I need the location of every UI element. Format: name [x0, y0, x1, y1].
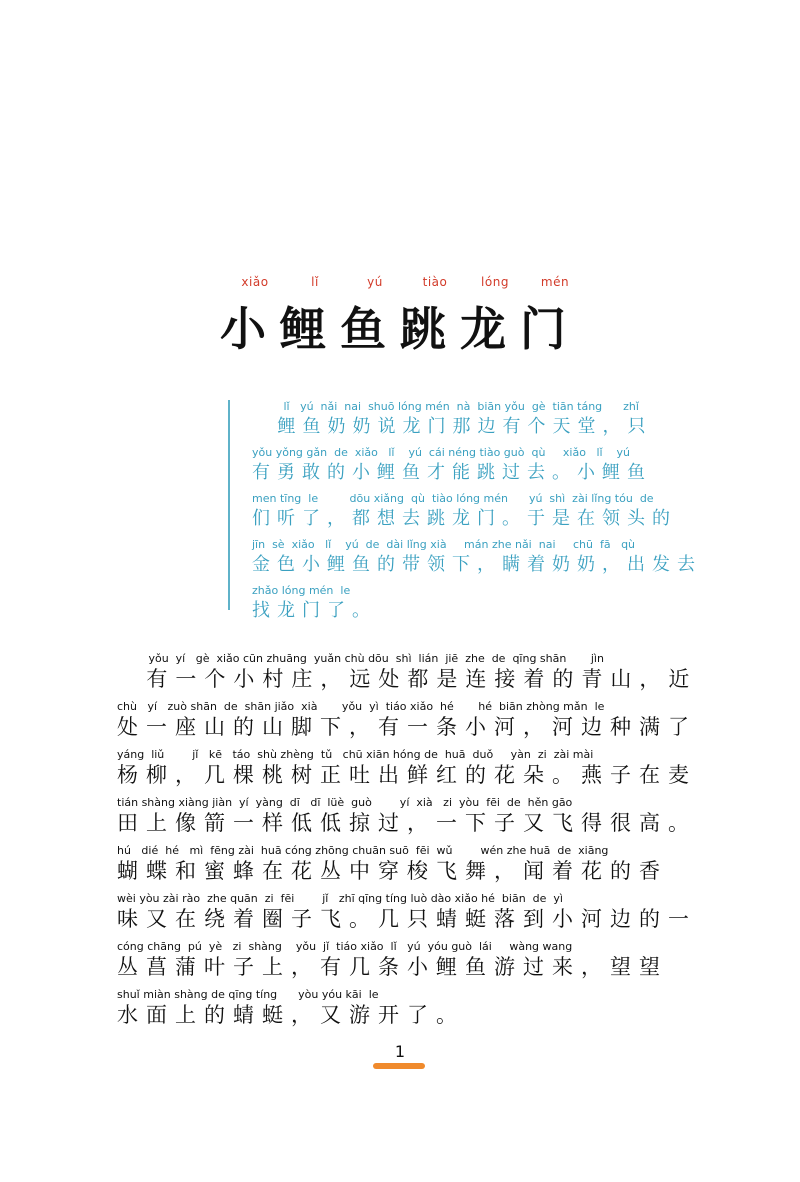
intro-passage — [228, 400, 702, 621]
body-line — [117, 700, 697, 740]
body-pinyin-line: tián shàng xiàng jiàn yí yàng dī dī lüè guò yí xià zi yòu fēi de hěn gāo — [117, 796, 573, 809]
intro-hanzi-line: 有勇敢的小鲤鱼才能跳过去。小鲤鱼 — [252, 462, 652, 483]
page-number-brush-stroke — [373, 1063, 425, 1069]
intro-pinyin-line: zhǎo lóng mén le — [252, 584, 351, 597]
intro-hanzi-line: 们听了，都想去跳龙门。于是在领头的 — [252, 508, 677, 529]
title-pinyin-syllable: mén — [540, 275, 570, 289]
intro-pinyin-line: lǐ yú nǎi nai shuō lóng mén nà biān yǒu gè tiān táng zhǐ — [252, 400, 639, 413]
body-pinyin-line: cóng chāng pú yè zi shàng yǒu jǐ tiáo xiǎo lǐ yú yóu guò lái wàng wang — [117, 940, 573, 953]
intro-hanzi-line: 金色小鲤鱼的带领下，瞒着奶奶，出发去 — [252, 554, 702, 575]
body-line — [117, 844, 687, 884]
intro-line — [252, 584, 680, 624]
intro-line — [252, 400, 680, 440]
body-line — [117, 652, 698, 692]
title-pinyin-syllable: xiǎo — [241, 275, 269, 289]
title-pinyin-syllable: tiào — [422, 275, 448, 289]
title-block — [0, 275, 800, 359]
intro-line — [252, 492, 680, 532]
body-hanzi-line: 水面上的蜻蜓，又游开了。 — [117, 1003, 465, 1027]
body-pinyin-line: wèi yòu zài rào zhe quān zi fēi jǐ zhī qīng tíng luò dào xiǎo hé biān de yì — [117, 892, 563, 905]
body-hanzi-line: 杨柳，几棵桃树正吐出鲜红的花朵。燕子在麦 — [117, 763, 697, 787]
body-hanzi-line: 田上像箭一样低低掠过，一下子又飞得很高。 — [117, 811, 697, 835]
body-hanzi-line: 有一个小村庄，远处都是连接着的青山，近 — [117, 667, 698, 691]
page-number: 1 — [394, 1042, 406, 1061]
body-pinyin-line: hú dié hé mì fēng zài huā cóng zhōng chuān suō fēi wǔ wén zhe huā de xiāng — [117, 844, 609, 857]
intro-line — [252, 538, 702, 578]
body-line — [117, 940, 687, 980]
body-line — [117, 796, 697, 836]
page-title: 小鲤鱼跳龙门 — [220, 302, 580, 356]
title-pinyin — [10, 275, 800, 289]
title-pinyin-syllable: lóng — [481, 275, 509, 289]
intro-pinyin-line: men tīng le dōu xiǎng qù tiào lóng mén yú shì zài lǐng tóu de — [252, 492, 654, 505]
title-pinyin-syllable: lǐ — [311, 275, 319, 289]
body-hanzi-line: 丛菖蒲叶子上，有几条小鲤鱼游过来，望望 — [117, 955, 668, 979]
body-pinyin-line: yǒu yí gè xiǎo cūn zhuāng yuǎn chù dōu shì lián jiē zhe de qīng shān jìn — [117, 652, 604, 665]
body-line — [117, 748, 697, 788]
intro-hanzi-line: 找龙门了。 — [252, 600, 377, 621]
body-hanzi-line: 处一座山的山脚下，有一条小河，河边种满了 — [117, 715, 697, 739]
intro-line — [252, 446, 680, 486]
intro-hanzi-line: 鲤鱼奶奶说龙门那边有个天堂，只 — [252, 416, 653, 437]
body-line — [117, 988, 687, 1028]
title-pinyin-syllable: yú — [367, 275, 383, 289]
body-pinyin-line: yáng liǔ jǐ kē táo shù zhèng tǔ chū xiān hóng de huā duǒ yàn zi zài mài — [117, 748, 594, 761]
intro-pinyin-line: yǒu yǒng gǎn de xiǎo lǐ yú cái néng tiào guò qù xiǎo lǐ yú — [252, 446, 631, 459]
body-pinyin-line: chù yí zuò shān de shān jiǎo xià yǒu yì tiáo xiǎo hé hé biān zhòng mǎn le — [117, 700, 605, 713]
story-body — [117, 652, 698, 1036]
body-hanzi-line: 味又在绕着圈子飞。几只蜻蜓落到小河边的一 — [117, 907, 697, 931]
body-line — [117, 892, 697, 932]
intro-pinyin-line: jīn sè xiǎo lǐ yú de dài lǐng xià mán zhe nǎi nai chū fā qù — [252, 538, 636, 551]
body-hanzi-line: 蝴蝶和蜜蜂在花丛中穿梭飞舞，闻着花的香 — [117, 859, 668, 883]
body-pinyin-line: shuǐ miàn shàng de qīng tíng yòu yóu kāi le — [117, 988, 379, 1001]
